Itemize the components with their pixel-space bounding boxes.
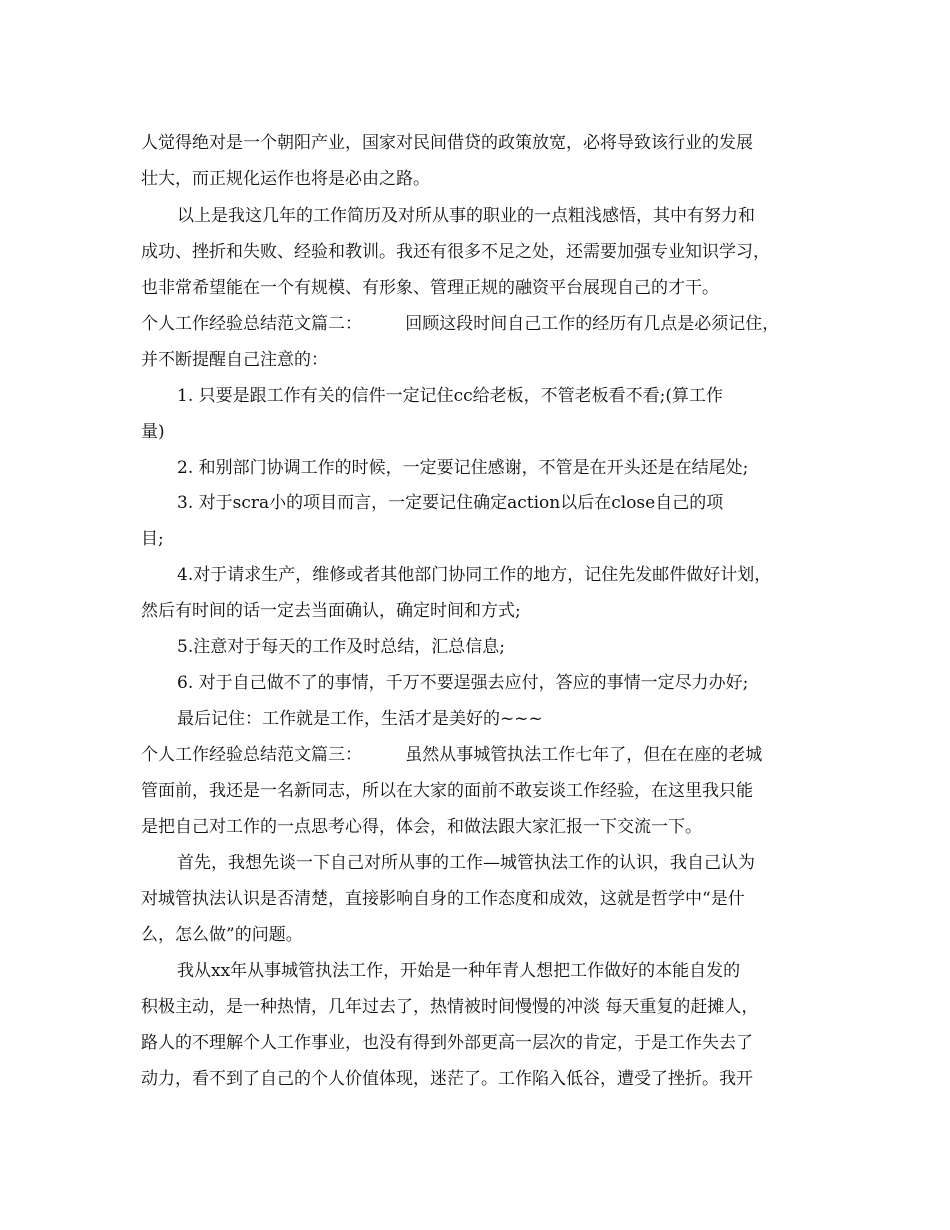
- text-line: 人觉得绝对是一个朝阳产业，国家对民间借贷的政策放宽，必将导致该行业的发展: [141, 133, 753, 153]
- text-line: 量): [141, 422, 165, 442]
- text-line: 管面前，我还是一名新同志，所以在大家的面前不敢妄谈工作经验，在这里我只能: [141, 781, 753, 801]
- text-line: 以上是我这几年的工作简历及对所从事的职业的一点粗浅感悟，其中有努力和: [177, 206, 755, 226]
- text-line: 然后有时间的话一定去当面确认，确定时间和方式;: [141, 601, 521, 621]
- list-item: 6. 对于自己做不了的事情，千万不要逞强去应付，答应的事情一定尽力办好;: [177, 673, 749, 693]
- text-line: 首先，我想先谈一下自己对所从事的工作—城管执法工作的认识，我自己认为: [177, 853, 755, 873]
- text-line: 并不断提醒自己注意的：: [141, 350, 328, 370]
- text-line: 壮大，而正规化运作也将是必由之路。: [141, 169, 430, 189]
- text-line: 路人的不理解个人工作事业，也没有得到外部更高一层次的肯定，于是工作失去了: [141, 1033, 753, 1053]
- list-item: 1. 只要是跟工作有关的信件一定记住cc给老板，不管老板看不看;(算工作: [177, 386, 724, 406]
- text-line: 我从xx年从事城管执法工作，开始是一种年青人想把工作做好的本能自发的: [177, 961, 741, 981]
- list-item: 3. 对于scra小的项目而言，一定要记住确定action以后在close自己的项: [177, 493, 724, 513]
- text-line: 对城管执法认识是否清楚，直接影响自身的工作态度和成效，这就是哲学中“是什: [141, 889, 745, 909]
- section-heading-line: 个人工作经验总结范文篇二： 回顾这段时间自己工作的经历有几点是必须记住，: [141, 314, 780, 334]
- text-line: 成功、挫折和失败、经验和教训。我还有很多不足之处，还需要加强专业知识学习，: [141, 242, 770, 262]
- section-heading-line: 个人工作经验总结范文篇三： 虽然从事城管执法工作七年了，但在在座的老城: [141, 745, 763, 765]
- text-line: 积极主动，是一种热情，几年过去了，热情被时间慢慢的冲淡 每天重复的赶摊人，: [141, 997, 759, 1017]
- text-line: 也非常希望能在一个有规模、有形象、管理正规的融资平台展现自己的才干。: [141, 278, 719, 298]
- list-item: 5.注意对于每天的工作及时总结，汇总信息;: [177, 637, 505, 657]
- text-line: 么，怎么做”的问题。: [141, 925, 303, 945]
- list-item: 4.对于请求生产，维修或者其他部门协同工作的地方，记住先发邮件做好计划，: [177, 565, 772, 585]
- list-item: 2. 和别部门协调工作的时候，一定要记住感谢，不管是在开头还是在结尾处;: [177, 458, 749, 478]
- text-line: 最后记住：工作就是工作，生活才是美好的~~~: [177, 709, 543, 729]
- text-line: 是把自己对工作的一点思考心得，体会，和做法跟大家汇报一下交流一下。: [141, 817, 702, 837]
- text-line: 动力，看不到了自己的个人价值体现，迷茫了。工作陷入低谷，遭受了挫折。我开: [141, 1069, 753, 1089]
- text-line: 目;: [141, 529, 164, 549]
